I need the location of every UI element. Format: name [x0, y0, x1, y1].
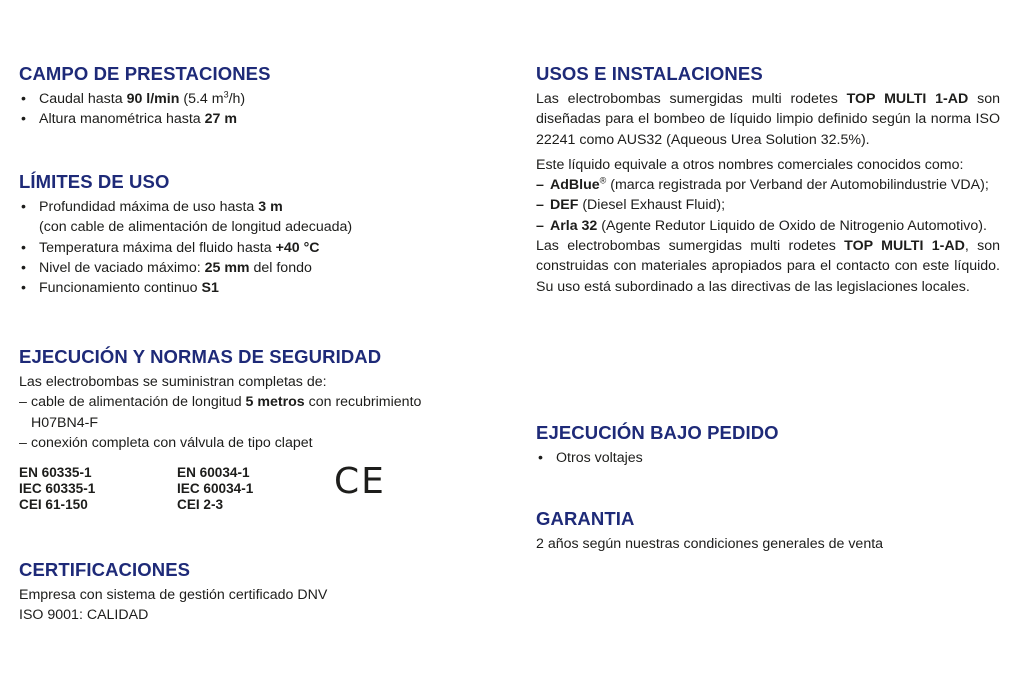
list-item	[536, 216, 1000, 236]
section-limites-de-uso	[19, 171, 499, 298]
section-ejecucion-bajo-pedido	[536, 422, 1000, 468]
item-text: (Diesel Exhaust Fluid);	[578, 197, 726, 214]
registered-mark: ®	[599, 175, 607, 186]
norms-block	[19, 461, 499, 513]
item-text: Profundidad máxima de uso hasta	[39, 199, 259, 215]
item-text: Funcionamiento continuo	[39, 280, 202, 297]
list-item	[19, 197, 499, 217]
section-title: USOS E INSTALACIONES	[536, 63, 763, 84]
dash-list	[536, 175, 1000, 236]
intro-text: Las electrobombas se suministran completas de:	[19, 374, 327, 390]
dash-mark: –	[19, 434, 27, 451]
section-title: EJECUCIÓN Y NORMAS DE SEGURIDAD	[19, 346, 382, 367]
section-title: LÍMITES DE USO	[19, 171, 170, 192]
section-garantia	[536, 508, 1000, 554]
section-title: EJECUCIÓN BAJO PEDIDO	[536, 422, 779, 443]
paragraph-text: Las electrobombas sumergidas multi rodetes	[536, 91, 847, 107]
list-item	[19, 278, 499, 298]
dash-item	[19, 392, 499, 412]
list-item	[19, 109, 499, 129]
norm-code: EN 60034-1	[177, 465, 250, 481]
list-item: • Otros voltajes	[536, 448, 1000, 468]
item-text: del fondo	[249, 259, 312, 276]
dash-mark: –	[536, 197, 544, 214]
product-name: TOP MULTI 1-AD	[846, 91, 969, 107]
item-value: S1	[201, 280, 219, 297]
item-text: Nivel de vaciado máximo:	[39, 259, 205, 276]
list-item	[19, 89, 499, 109]
dash-item-continuation: H07BN4-F	[31, 414, 99, 431]
section-ejecucion-y-normas	[19, 346, 499, 513]
paragraph	[536, 236, 1000, 297]
item-text: (5.4 m	[179, 91, 224, 107]
dash-item	[19, 433, 499, 453]
dash-mark: –	[19, 394, 27, 411]
paragraph-text: Las electrobombas sumergidas multi rodetes	[536, 238, 845, 255]
item-value: 90 l/min	[126, 91, 180, 107]
trade-name: AdBlue	[550, 177, 600, 194]
item-text: con recubrimiento	[304, 394, 422, 411]
item-text: Temperatura máxima del fluido hasta	[39, 239, 276, 256]
product-name: TOP MULTI 1-AD	[844, 238, 965, 255]
norm-code: IEC 60034-1	[177, 481, 254, 497]
paragraph: Este líquido equivale a otros nombres comerciales conocidos como:	[536, 156, 964, 173]
item-value: 25 mm	[204, 259, 250, 276]
item-value: 3 m	[258, 199, 283, 215]
paragraph-text: son diseñadas para el bombeo de líquido limpio definido según la norma ISO 22241 como AUS32 (Aqueous Urea Solution 32.5%).	[536, 91, 1000, 148]
bullet-list	[19, 197, 499, 298]
item-text: (marca registrada por Verband der Automobilindustrie VDA);	[606, 177, 989, 194]
cert-line: ISO 9001: CALIDAD	[19, 607, 149, 624]
norms-column-2	[177, 465, 335, 513]
item-text: Caudal hasta	[39, 91, 127, 107]
section-certificaciones	[19, 559, 499, 626]
norm-code: EN 60335-1	[19, 465, 92, 481]
section-usos-e-instalaciones	[536, 63, 1000, 297]
section-title: CAMPO DE PRESTACIONES	[19, 63, 271, 84]
bullet-list	[536, 448, 1000, 468]
item-text: Altura manométrica hasta	[39, 111, 205, 128]
ce-mark-icon: CE	[334, 461, 386, 503]
list-item-continuation	[19, 217, 499, 237]
trade-name: Arla 32	[550, 217, 598, 234]
dash-mark: –	[536, 177, 544, 194]
list-item	[536, 195, 1000, 215]
section-title: GARANTIA	[536, 508, 635, 529]
norms-column-1	[19, 465, 177, 513]
bullet-list	[19, 89, 499, 130]
item-text: (Agente Redutor Liquido de Oxido de Nitrogenio Automotivo).	[597, 217, 987, 234]
list-item	[536, 175, 1000, 195]
norm-code: CEI 61-150	[19, 497, 88, 513]
trade-name: DEF	[550, 197, 579, 214]
list-item	[19, 238, 499, 258]
dash-mark: –	[536, 217, 544, 234]
list-item	[19, 258, 499, 278]
item-value: +40 °C	[275, 239, 320, 256]
item-text: /h)	[228, 91, 246, 107]
item-text: cable de alimentación de longitud	[31, 394, 246, 411]
item-text: conexión completa con válvula de tipo clapet	[31, 434, 313, 451]
section-title: CERTIFICACIONES	[19, 559, 191, 580]
item-value: 5 metros	[245, 394, 305, 411]
norm-code: CEI 2-3	[177, 497, 224, 513]
paragraph	[536, 89, 1000, 150]
cert-line: Empresa con sistema de gestión certificado DNV	[19, 587, 328, 603]
norm-code: IEC 60335-1	[19, 481, 96, 497]
warranty-text: 2 años según nuestras condiciones generales de venta	[536, 536, 884, 552]
section-campo-de-prestaciones	[19, 63, 499, 130]
superscript: 3	[223, 89, 229, 100]
paragraph-text: , son construidas con materiales apropiados para el contacto con este líquido. Su uso está subordinado a las directivas de las legislaciones locales.	[536, 238, 1000, 295]
item-text: (con cable de alimentación de longitud adecuada)	[39, 219, 353, 236]
item-value: 27 m	[204, 111, 237, 128]
